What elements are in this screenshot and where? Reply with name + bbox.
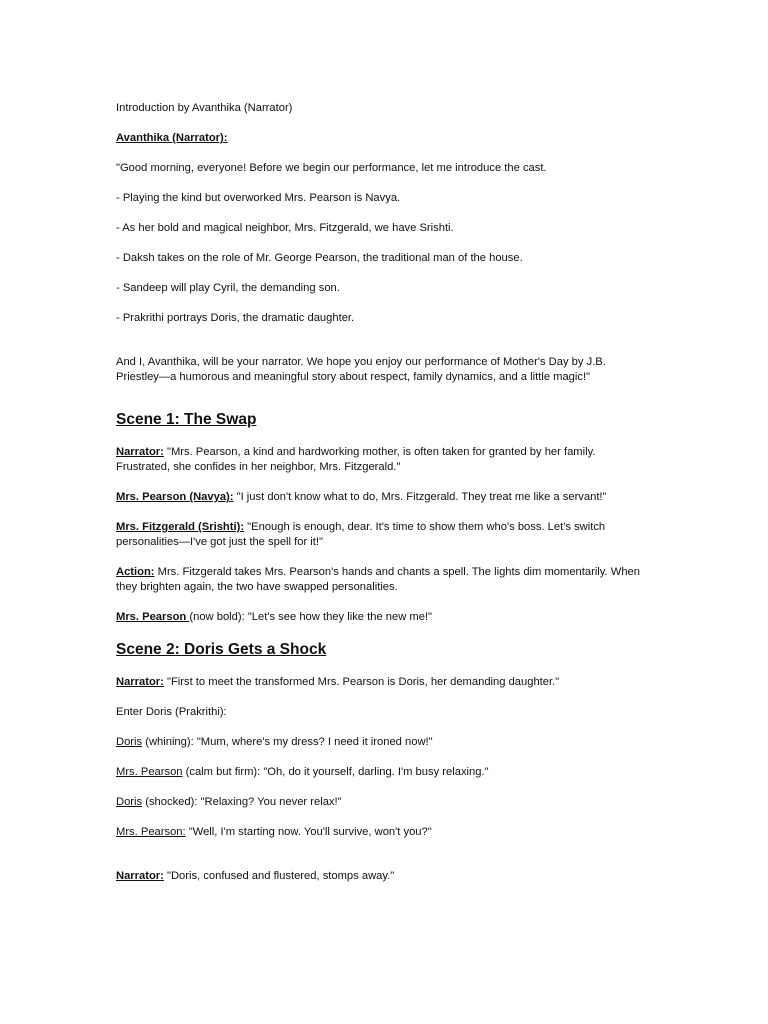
speaker-label: Mrs. Pearson (Navya): (116, 491, 234, 503)
dialogue-text: (now bold): "Let's see how they like the new me!" (189, 611, 433, 623)
dialogue-text: "Mrs. Pearson, a kind and hardworking mother, is often taken for granted by her family. Frustrated, she confides in her neighbor, Mrs. Fitzgerald." (116, 446, 596, 473)
dialogue-text: "I just don't know what to do, Mrs. Fitzgerald. They treat me like a servant!" (233, 491, 607, 503)
speaker-label: Avanthika (Narrator): (116, 132, 228, 144)
document-page (116, 101, 646, 884)
intro-closing: And I, Avanthika, will be your narrator. We hope you enjoy our performance of Mother's Day by J.B. Priestley—a humorous and meaningful story about respect, family dynamics, and a little magic!" (116, 356, 606, 383)
cast-line: - Prakrithi portrays Doris, the dramatic daughter. (116, 312, 355, 324)
scene1-title: Scene 1: The Swap (116, 411, 257, 428)
speaker-label: Narrator: (116, 676, 164, 688)
dialogue-line (116, 869, 646, 884)
cast-line: - As her bold and magical neighbor, Mrs. Fitzgerald, we have Srishti. (116, 222, 454, 234)
scene2-title: Scene 2: Doris Gets a Shock (116, 641, 327, 658)
speaker-label: Mrs. Pearson (116, 766, 183, 778)
dialogue-line (116, 490, 646, 505)
dialogue-text: Mrs. Fitzgerald takes Mrs. Pearson's hands and chants a spell. The lights dim momentarily. When they brighten again, the two have swapped personalities. (116, 566, 641, 593)
dialogue-text: (calm but firm): "Oh, do it yourself, darling. I'm busy relaxing." (182, 766, 489, 778)
dialogue-text: "First to meet the transformed Mrs. Pearson is Doris, her demanding daughter." (163, 676, 560, 688)
dialogue-line (116, 825, 646, 840)
dialogue-line (116, 675, 646, 690)
dialogue-text: "Well, I'm starting now. You'll survive, won't you?" (185, 826, 432, 838)
speaker-label: Doris (116, 736, 143, 748)
intro-speaker (116, 131, 646, 146)
speaker-label: Mrs. Fitzgerald (Srishti): (116, 521, 245, 533)
intro-heading: Introduction by Avanthika (Narrator) (116, 102, 293, 114)
speaker-label: Mrs. Pearson (116, 611, 190, 623)
dialogue-line (116, 795, 646, 810)
dialogue-line (116, 610, 646, 625)
speaker-label: Action: (116, 566, 155, 578)
stage-direction: Enter Doris (Prakrithi): (116, 706, 227, 718)
dialogue-line (116, 520, 646, 550)
dialogue-line (116, 735, 646, 750)
cast-line: - Playing the kind but overworked Mrs. Pearson is Navya. (116, 192, 401, 204)
dialogue-line (116, 565, 646, 595)
speaker-label: Mrs. Pearson: (116, 826, 186, 838)
dialogue-text: "Doris, confused and flustered, stomps away." (163, 870, 395, 882)
cast-line: - Daksh takes on the role of Mr. George Pearson, the traditional man of the house. (116, 252, 523, 264)
cast-line: - Sandeep will play Cyril, the demanding son. (116, 282, 340, 294)
speaker-label: Narrator: (116, 446, 164, 458)
dialogue-line (116, 445, 646, 475)
dialogue-line (116, 765, 646, 780)
dialogue-text: (whining): "Mum, where's my dress? I need it ironed now!" (142, 736, 433, 748)
intro-greeting: "Good morning, everyone! Before we begin our performance, let me introduce the cast. (116, 162, 547, 174)
dialogue-text: (shocked): "Relaxing? You never relax!" (142, 796, 342, 808)
dialogue-text: "Enough is enough, dear. It's time to show them who's boss. Let's switch personalities—I've got just the spell for it!" (116, 521, 606, 548)
speaker-label: Narrator: (116, 870, 164, 882)
speaker-label: Doris (116, 796, 143, 808)
